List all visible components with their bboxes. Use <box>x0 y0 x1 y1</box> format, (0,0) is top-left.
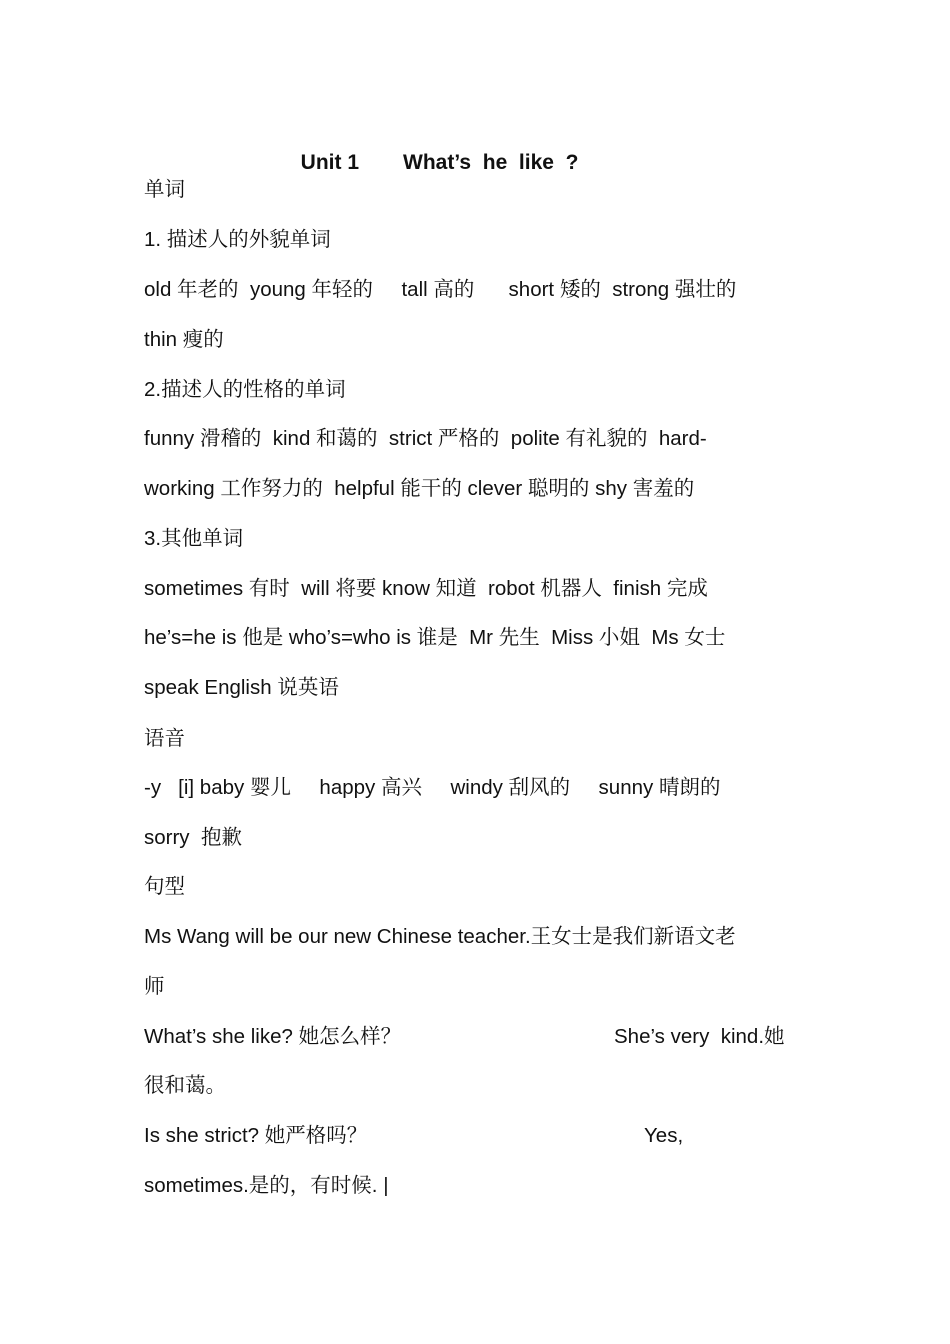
text-line: 很和蔼。 <box>144 1074 226 1097</box>
document-title <box>289 127 578 175</box>
text-line: working 工作努力的 helpful 能干的 clever 聪明的 shy 害羞的 <box>144 477 695 500</box>
answer-text: Yes, <box>644 1124 684 1147</box>
section-heading-sentences: 句型 <box>144 875 185 898</box>
text-line: old 年老的 young 年轻的 tall 高的 short 矮的 strong 强壮的 <box>144 278 737 301</box>
text-line: Is she strict? 她严格吗？ <box>144 1124 368 1147</box>
text-line: he’s=he is 他是 who’s=who is 谁是 Mr 先生 Miss 小姐 Ms 女士 <box>144 626 726 649</box>
answer-text: She’s very kind.她 <box>614 1025 785 1048</box>
text-line: thin 瘦的 <box>144 328 224 351</box>
text-line: sometimes.是的，有时候. | <box>144 1174 389 1197</box>
text-line: 师 <box>144 975 165 998</box>
text-line: funny 滑稽的 kind 和蔼的 strict 严格的 polite 有礼貌的 hard- <box>144 427 707 450</box>
section-heading-phonics: 语音 <box>144 727 185 750</box>
subheading-personality: 2.描述人的性格的单词 <box>144 378 346 401</box>
subheading-other-words: 3.其他单词 <box>144 527 244 550</box>
unit-question: What’s he like ? <box>403 151 579 174</box>
unit-label: Unit 1 <box>300 151 360 174</box>
text-line: What’s she like? 她怎么样？ <box>144 1025 402 1048</box>
subheading-appearance: 1. 描述人的外貌单词 <box>144 228 331 251</box>
section-heading-vocabulary: 单词 <box>144 178 185 201</box>
text-line: -y [i] baby 婴儿 happy 高兴 windy 刮风的 sunny 晴朗的 <box>144 776 721 799</box>
text-line: Ms Wang will be our new Chinese teacher.王女士是我们新语文老 <box>144 925 736 948</box>
text-line: speak English 说英语 <box>144 676 339 699</box>
text-line: sorry 抱歉 <box>144 826 242 849</box>
text-line: sometimes 有时 will 将要 know 知道 robot 机器人 finish 完成 <box>144 577 708 600</box>
